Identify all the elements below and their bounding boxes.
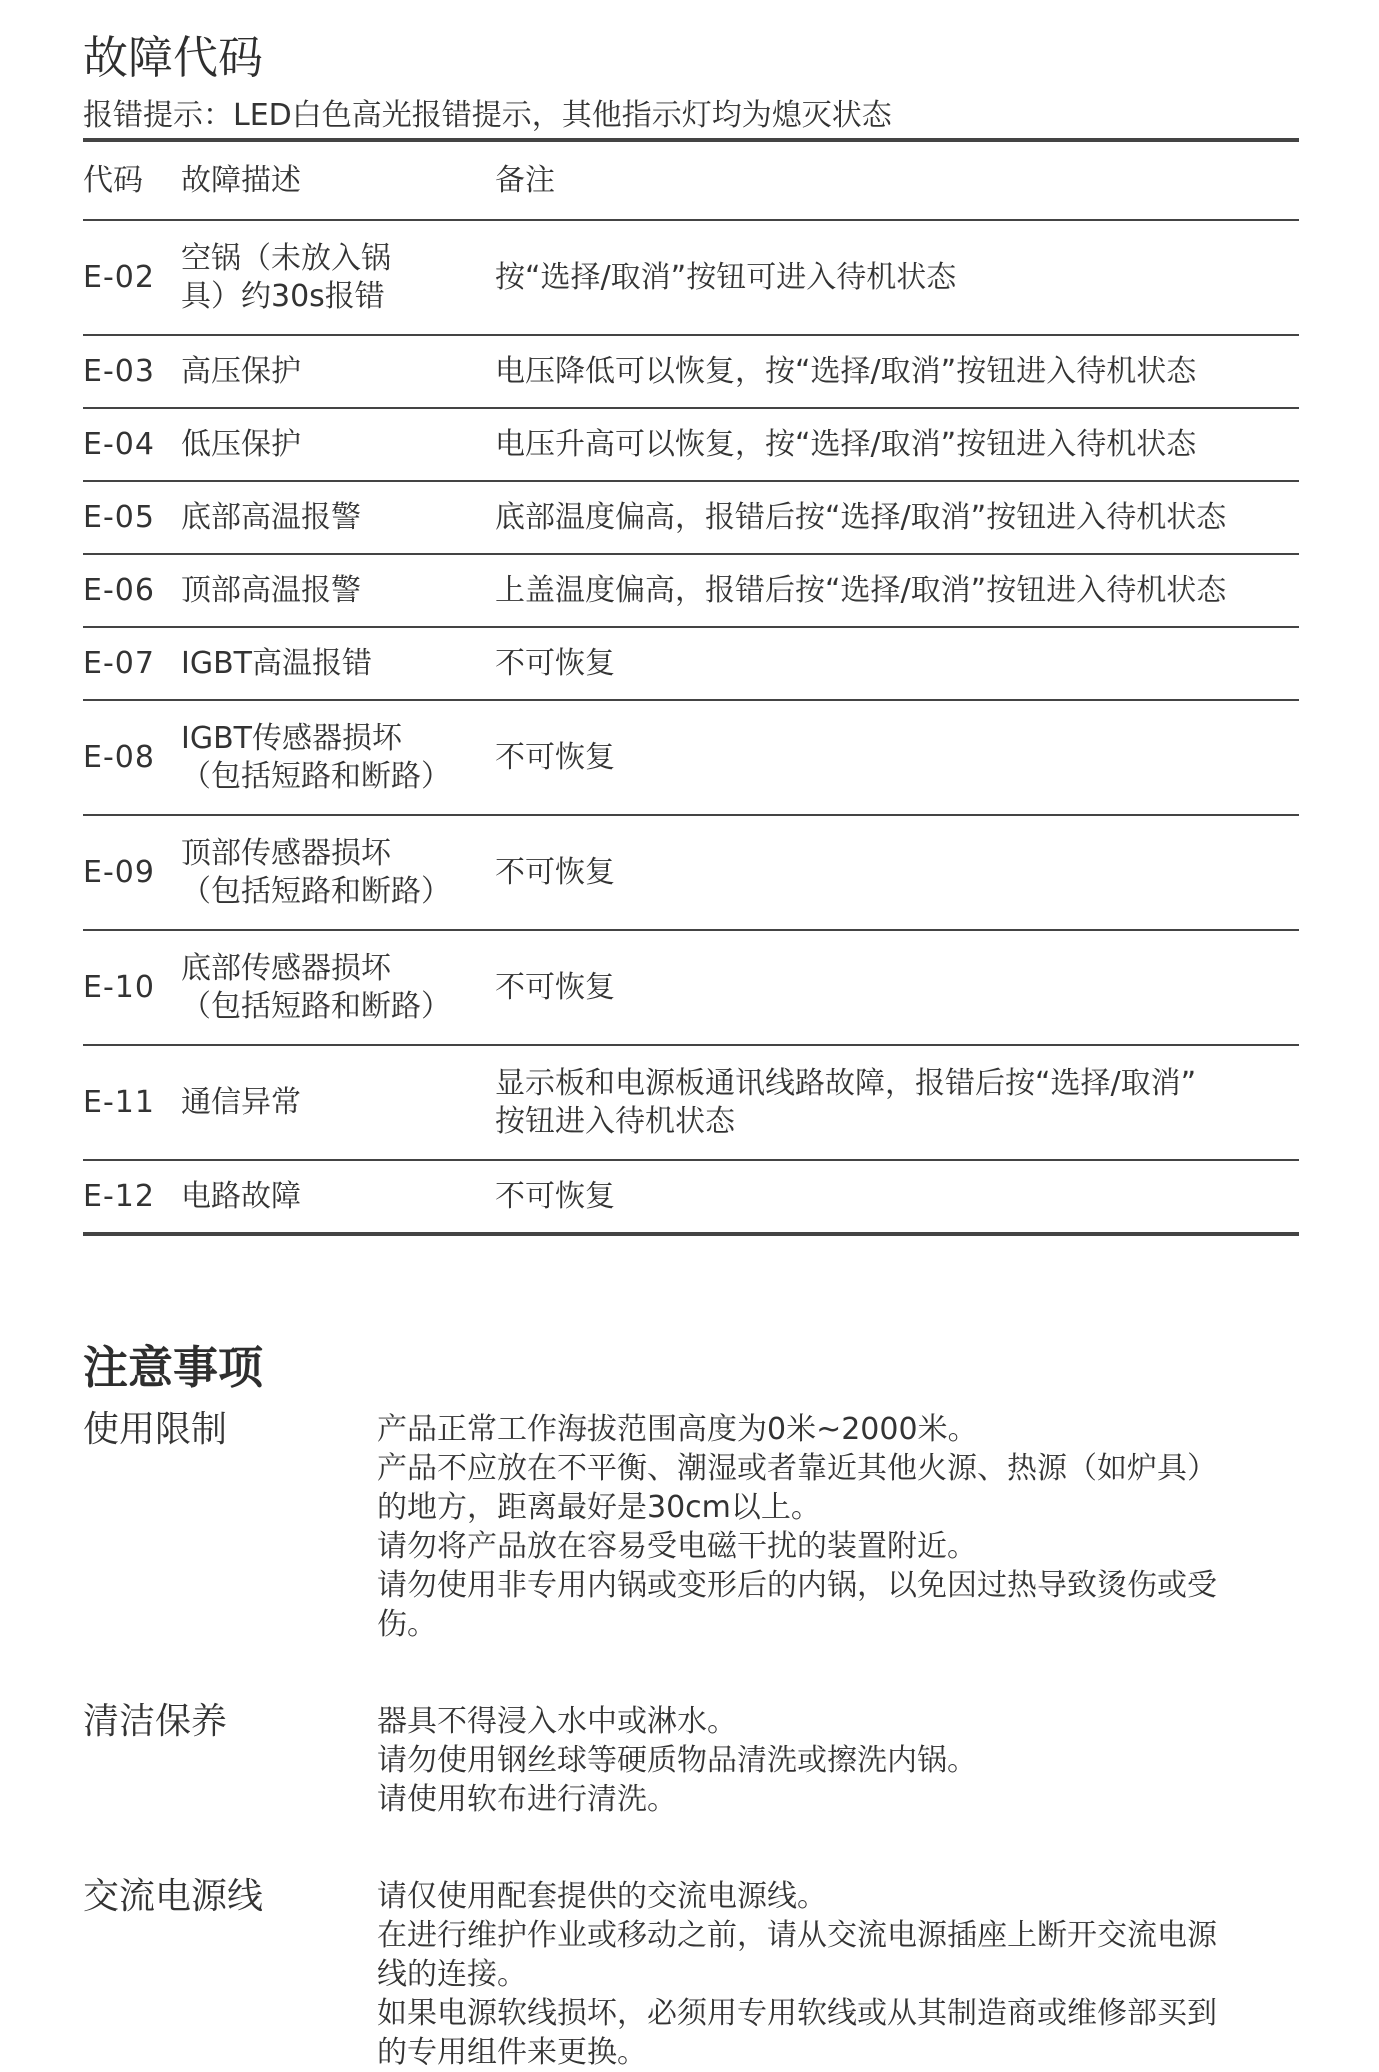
fault-code: E-06: [83, 554, 181, 627]
fault-desc-line: 电路故障: [181, 1178, 301, 1214]
fault-desc-cell: [181, 408, 495, 481]
fault-code: E-05: [83, 481, 181, 554]
note-line: 请使用软布进行清洗。: [377, 1782, 677, 1817]
fault-desc-cell: [181, 1160, 495, 1234]
note-block: [83, 1406, 1299, 1644]
table-row: [83, 335, 1299, 408]
fault-note-line: 电压升高可以恢复，按“选择/取消”按钮进入待机状态: [495, 426, 1197, 462]
header-desc: 故障描述: [181, 140, 495, 220]
fault-note-line: 不可恢复: [495, 739, 615, 775]
table-row: [83, 815, 1299, 930]
note-block: [83, 1873, 1299, 2072]
note-label: 使用限制: [83, 1409, 228, 1450]
table-row: [83, 700, 1299, 815]
fault-desc-cell: [181, 481, 495, 554]
manual-page: [83, 28, 1299, 2072]
fault-code: E-10: [83, 930, 181, 1045]
fault-code: E-09: [83, 815, 181, 930]
fault-note-line: 电压降低可以恢复，按“选择/取消”按钮进入待机状态: [495, 353, 1197, 389]
note-text: [377, 1873, 1299, 2072]
note-block: [83, 1698, 1299, 1819]
note-text: [377, 1698, 1299, 1819]
fault-desc-cell: [181, 815, 495, 930]
note-line: 器具不得浸入水中或淋水。: [377, 1704, 737, 1739]
note-line: 请勿将产品放在容易受电磁干扰的装置附近。: [377, 1529, 977, 1564]
table-row: [83, 627, 1299, 700]
note-label: 交流电源线: [83, 1876, 264, 1917]
note-text: [377, 1406, 1299, 1644]
fault-note-cell: [495, 930, 1299, 1045]
fault-note-line: 上盖温度偏高，报错后按“选择/取消”按钮进入待机状态: [495, 572, 1227, 608]
note-line: 如果电源软线损坏，必须用专用软线或从其制造商或维修部买到: [377, 1996, 1217, 2031]
fault-desc-line: 顶部高温报警: [181, 572, 361, 608]
fault-note-cell: [495, 554, 1299, 627]
table-row: [83, 408, 1299, 481]
note-line: 产品正常工作海拔范围高度为0米~2000米。: [377, 1412, 978, 1447]
fault-code: E-03: [83, 335, 181, 408]
table-row: [83, 1160, 1299, 1234]
note-line: 的专用组件来更换。: [377, 2035, 647, 2070]
fault-desc-line: 通信异常: [181, 1084, 301, 1120]
note-line: 线的连接。: [377, 1957, 527, 1992]
notes-title: 注意事项: [83, 1341, 264, 1394]
fault-desc-line: IGBT传感器损坏: [181, 720, 403, 756]
fault-note-line: 显示板和电源板通讯线路故障，报错后按“选择/取消”: [495, 1065, 1197, 1101]
fault-desc-line: 空锅（未放入锅: [181, 240, 391, 276]
note-line: 请勿使用钢丝球等硬质物品清洗或擦洗内锅。: [377, 1743, 977, 1778]
fault-code-table: [83, 138, 1299, 1236]
fault-note-cell: [495, 1045, 1299, 1160]
table-row: [83, 930, 1299, 1045]
fault-desc-cell: [181, 1045, 495, 1160]
fault-note-cell: [495, 335, 1299, 408]
fault-desc-line: （包括短路和断路）: [181, 758, 451, 794]
table-row: [83, 481, 1299, 554]
fault-note-line: 不可恢复: [495, 969, 615, 1005]
fault-note-cell: [495, 627, 1299, 700]
fault-note-cell: [495, 481, 1299, 554]
header-code: 代码: [83, 140, 181, 220]
fault-code: E-02: [83, 220, 181, 335]
fault-note-line: 按“选择/取消”按钮可进入待机状态: [495, 259, 957, 295]
table-row: [83, 220, 1299, 335]
fault-desc-cell: [181, 700, 495, 815]
note-line: 请仅使用配套提供的交流电源线。: [377, 1879, 827, 1914]
fault-desc-line: 低压保护: [181, 426, 301, 462]
fault-note-line: 不可恢复: [495, 1178, 615, 1214]
fault-note-line: 按钮进入待机状态: [495, 1103, 735, 1139]
fault-desc-cell: [181, 220, 495, 335]
fault-desc-cell: [181, 554, 495, 627]
fault-code: E-08: [83, 700, 181, 815]
table-header-row: [83, 140, 1299, 220]
fault-desc-line: 底部传感器损坏: [181, 950, 391, 986]
fault-desc-cell: [181, 335, 495, 408]
fault-desc-line: IGBT高温报错: [181, 645, 373, 681]
note-line: 产品不应放在不平衡、潮湿或者靠近其他火源、热源（如炉具）: [377, 1451, 1217, 1486]
fault-note-line: 底部温度偏高，报错后按“选择/取消”按钮进入待机状态: [495, 499, 1227, 535]
table-row: [83, 554, 1299, 627]
fault-code: E-12: [83, 1178, 155, 1214]
fault-note-line: 不可恢复: [495, 854, 615, 890]
note-line: 伤。: [377, 1607, 437, 1642]
note-line: 在进行维护作业或移动之前，请从交流电源插座上断开交流电源: [377, 1918, 1217, 1953]
fault-code: E-04: [83, 408, 181, 481]
fault-note-cell: [495, 1160, 1299, 1234]
fault-desc-line: 顶部传感器损坏: [181, 835, 391, 871]
header-note: 备注: [495, 140, 1299, 220]
note-line: 的地方，距离最好是30cm以上。: [377, 1490, 821, 1525]
fault-note-cell: [495, 220, 1299, 335]
fault-desc-cell: [181, 930, 495, 1045]
fault-code: E-07: [83, 627, 181, 700]
fault-desc-cell: [181, 627, 495, 700]
fault-desc-line: （包括短路和断路）: [181, 988, 451, 1024]
error-hint: 报错提示：LED白色高光报错提示，其他指示灯均为熄灭状态: [83, 98, 892, 133]
fault-code: E-11: [83, 1045, 181, 1160]
fault-note-cell: [495, 408, 1299, 481]
fault-desc-line: 高压保护: [181, 353, 301, 389]
note-line: 请勿使用非专用内锅或变形后的内锅，以免因过热导致烫伤或受: [377, 1568, 1217, 1603]
fault-code-title: 故障代码: [83, 31, 264, 84]
fault-note-line: 不可恢复: [495, 645, 615, 681]
fault-desc-line: 具）约30s报错: [181, 278, 385, 314]
fault-note-cell: [495, 815, 1299, 930]
fault-note-cell: [495, 700, 1299, 815]
table-row: [83, 1045, 1299, 1160]
notes-list: [83, 1406, 1299, 2072]
fault-desc-line: （包括短路和断路）: [181, 873, 451, 909]
fault-desc-line: 底部高温报警: [181, 499, 361, 535]
fault-rows: [83, 220, 1299, 1234]
note-label: 清洁保养: [83, 1701, 228, 1742]
